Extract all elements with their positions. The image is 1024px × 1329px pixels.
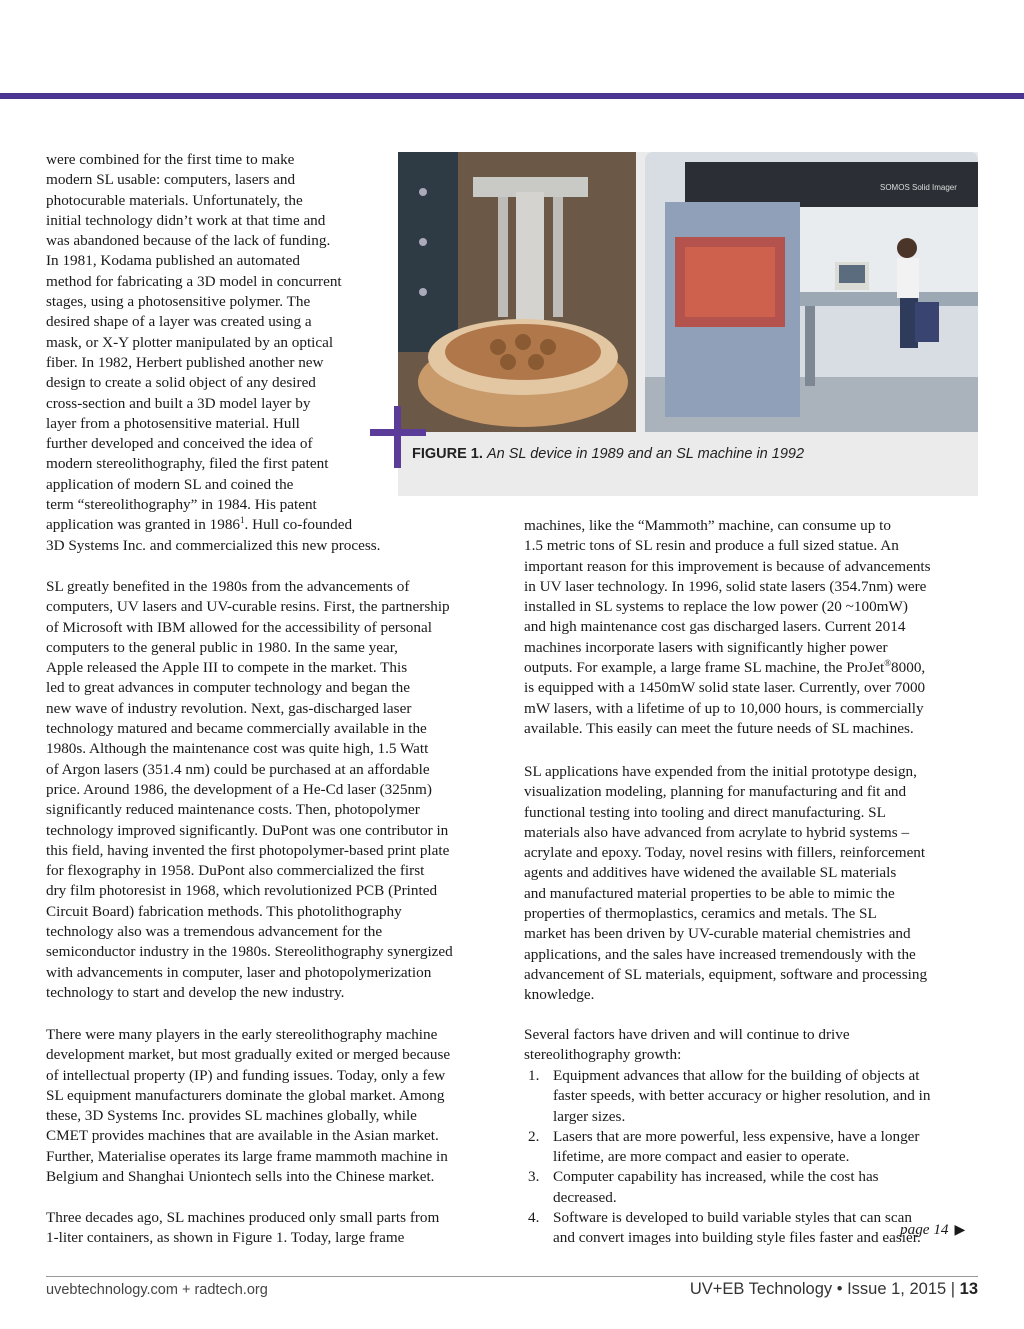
list-item-line: lifetime, are more compact and easier to operate. [553,1148,850,1166]
plus-decoration-horizontal [370,429,426,436]
right-paragraph-1-lines [524,516,931,658]
continued-on-page[interactable] [900,1221,965,1239]
left-paragraph-1-line: desired shape of a layer was created using a [46,313,312,331]
right-paragraph-2-line: acrylate and epoxy. Today, novel resins with fillers, reinforcement [524,844,926,862]
left-paragraph-2-line: technology to start and develop the new industry. [46,983,345,1001]
list-item [524,1127,984,1168]
right-paragraph-2-line: agents and additives have widened the available SL materials [524,864,897,882]
right-paragraph-2-line: market has been driven by UV-curable material chemistries and [524,925,911,943]
page-number: 13 [959,1280,978,1298]
right-paragraph-1 [524,516,931,739]
left-paragraph-3-line: Further, Materialise operates its large frame mammoth machine in [46,1147,448,1165]
right-paragraph-1-line: 1.5 metric tons of SL resin and produce a full sized statue. An [524,537,899,555]
list-item-line: and convert images into building style files faster and easier. [553,1229,921,1247]
sl-machine-1992-photo [645,152,978,432]
left-paragraph-1-line: term “stereolithography” in 1984. His patent [46,496,317,514]
projet-line-text: outputs. For example, a large frame SL machine, the ProJet [524,659,885,677]
left-paragraph-4 [46,1208,439,1249]
continued-link-text[interactable]: page 14 [900,1221,949,1238]
left-paragraph-2-line: dry film photoresist in 1968, which revolutionized PCB (Printed [46,882,438,900]
left-paragraph-2-line: 1980s. Although the maintenance cost was quite high, 1.5 Watt [46,740,429,758]
right-paragraph-1-line: and high maintenance cost gas discharged lasers. Current 2014 [524,618,906,636]
list-item-number: 3. [528,1168,540,1186]
left-paragraph-2-line: this field, having invented the first photopolymer-based print plate [46,841,450,859]
left-paragraph-1 [46,150,380,556]
figure-caption-text: An SL device in 1989 and an SL machine in 1992 [486,446,805,462]
patent-line-tail: . Hull co-founded [244,516,353,534]
list-item [524,1167,984,1208]
left-paragraph-1-line: was abandoned because of the lack of funding. [46,232,331,250]
left-paragraph-2-line: semiconductor industry in the 1980s. Stereolithography synergized [46,943,453,961]
left-paragraph-1-line: application of modern SL and coined the [46,475,294,493]
right-paragraph-1-line: machines incorporate lasers with significantly higher power [524,638,888,656]
right-paragraph-2-line: knowledge. [524,986,595,1004]
plus-decoration-vertical [394,406,401,468]
right-paragraph-2-line: materials also have advanced from acrylate to hybrid systems – [524,823,910,841]
list-item-line: Lasers that are more powerful, less expensive, have a longer [553,1127,920,1145]
list-item-line: Computer capability has increased, while the cost has [553,1168,879,1186]
figure-1-caption [412,446,804,462]
left-paragraph-3-line: There were many players in the early stereolithography machine [46,1026,438,1043]
footer-rule [46,1276,978,1277]
right-paragraph-2-line: and manufactured material properties to be able to mimic the [524,884,895,902]
left-paragraph-3-line: CMET provides machines that are available in the Asian market. [46,1127,439,1145]
left-paragraph-1-line: further developed and conceived the idea of [46,435,313,453]
list-item-line: decreased. [553,1188,617,1206]
left-paragraph-1-line: stages, using a photosensitive polymer. The [46,293,311,311]
footer-websites: uvebtechnology.com + radtech.org [46,1282,268,1298]
list-item-line: Software is developed to build variable styles that can scan [553,1209,912,1227]
right-paragraph-2-line: functional testing into tooling and direct manufacturing. SL [524,803,886,821]
left-paragraph-2-line: significantly reduced maintenance costs. Then, photopolymer [46,801,420,819]
list-item-line: Equipment advances that allow for the building of objects at [553,1067,920,1084]
left-paragraph-2-line: led to great advances in computer technology and began the [46,679,410,697]
projet-line-tail: 8000, [891,659,926,677]
left-paragraph-2-line: Circuit Board) fabrication methods. This photolithography [46,902,402,920]
right-paragraph-1-line: installed in SL systems to replace the low power (20 ~100mW) [524,598,908,616]
left-paragraph-3-line: these, 3D Systems Inc. provides SL machines globally, while [46,1107,417,1125]
list-item-number: 1. [528,1067,540,1084]
list-item-line: faster speeds, with better accuracy or higher resolution, and in [553,1087,931,1105]
right-paragraph-1-line: machines, like the “Mammoth” machine, can consume up to [524,517,891,534]
patent-line-text: application was granted in 1986 [46,516,241,534]
right-paragraph-2-line: visualization modeling, planning for manufacturing and fit and [524,783,907,801]
right-paragraph-1-line: important reason for this improvement is because of advancements [524,557,931,575]
left-paragraph-2-line: computers to the general public in 1980. In the same year, [46,638,398,656]
left-paragraph-1-line: initial technology didn’t work at that time and [46,211,326,229]
left-paragraph-3-line: development market, but most gradually exited or merged because [46,1046,451,1064]
left-paragraph-2-line: of Argon lasers (351.4 nm) could be purchased at an affordable [46,760,430,778]
left-paragraph-1-line: modern stereolithography, filed the first patent [46,455,329,473]
left-paragraph-2-line: technology also was a tremendous advancement for the [46,923,383,941]
header-accent-bar [0,93,1024,99]
left-paragraph-1-line: design to create a solid object of any desired [46,374,316,392]
machine-sign-text: SOMOS Solid Imager [880,183,957,192]
left-paragraph-1-line: were combined for the first time to make [46,151,295,168]
right-paragraph-2-line: SL applications have expended from the initial prototype design, [524,763,917,780]
right-paragraph-2-line: advancement of SL materials, equipment, software and processing [524,965,928,983]
right-paragraph-3-line: Several factors have driven and will continue to drive [524,1026,850,1043]
registered-mark: ® [884,658,892,669]
left-paragraph-2-line: of Microsoft with IBM allowed for the accessibility of personal [46,618,432,636]
left-paragraph-1-line: photocurable materials. Unfortunately, the [46,191,303,209]
left-paragraph-2 [46,577,453,1003]
left-paragraph-1-line: method for fabricating a 3D model in concurrent [46,272,342,290]
left-paragraph-1-line: fiber. In 1982, Herbert published another new [46,353,324,371]
footnote-ref-1: 1 [240,515,245,526]
left-paragraph-2-line: new wave of industry revolution. Next, gas-discharged laser [46,699,412,717]
left-paragraph-3-line: Belgium and Shanghai Uniontech sells into the Chinese market. [46,1168,435,1186]
left-paragraph-2-line: technology matured and became commercially available in the [46,720,427,738]
left-paragraph-3-line: SL equipment manufacturers dominate the global market. Among [46,1086,445,1104]
left-paragraph-4-line: Three decades ago, SL machines produced only small parts from [46,1209,440,1226]
footer-publication [690,1280,978,1299]
footer-issue-text: UV+EB Technology • Issue 1, 2015 | [689,1280,956,1298]
right-paragraph-1-line: available. This easily can meet the future needs of SL machines. [524,719,914,737]
left-paragraph-1-line: modern SL usable: computers, lasers and [46,171,296,189]
left-paragraph-1-line: cross-section and built a 3D model layer by [46,394,311,412]
left-paragraph-1-final-line: 3D Systems Inc. and commercialized this new process. [46,536,381,554]
list-item-line: larger sizes. [553,1107,626,1125]
right-paragraph-1-rest [524,678,931,739]
left-paragraph-1-line: layer from a photosensitive material. Hull [46,414,300,432]
left-paragraph-3 [46,1025,450,1187]
right-paragraph-1-line: is equipped with a 1450mW solid state laser. Currently, over 7000 [524,679,926,697]
left-paragraph-3-line: of intellectual property (IP) and funding issues. Today, only a few [46,1066,446,1084]
right-paragraph-2 [524,762,927,1006]
left-paragraph-2-line: computers, UV lasers and UV-curable resins. First, the partnership [46,598,450,616]
left-paragraph-2-line: with advancements in computer, laser and photopolymerization [46,963,432,981]
right-paragraph-2-line: applications, and the sales have increased tremendously with the [524,945,916,963]
left-paragraph-2-line: Apple released the Apple III to compete in the market. This [46,659,408,677]
left-paragraph-4-line: 1-liter containers, as shown in Figure 1. Today, large frame [46,1229,405,1247]
left-paragraph-2-line: for flexography in 1958. DuPont also commercialized the first [46,862,425,880]
right-paragraph-1-line: mW lasers, with a lifetime of up to 10,000 hours, is commercially [524,699,924,717]
left-paragraph-2-line: SL greatly benefited in the 1980s from the advancements of [46,578,410,595]
left-paragraph-1-patent-line [46,515,380,535]
list-item-number: 2. [528,1127,540,1145]
list-item-number: 4. [528,1209,540,1227]
right-paragraph-1-line: in UV laser technology. In 1996, solid state lasers (354.7nm) were [524,577,927,595]
left-paragraph-1-line: mask, or X-Y plotter manipulated by an optical [46,333,334,351]
left-paragraph-1-lines [46,150,380,515]
left-paragraph-2-line: price. Around 1986, the development of a He-Cd laser (325nm) [46,780,432,798]
list-item [524,1066,984,1127]
right-paragraph-3-line: stereolithography growth: [524,1046,682,1064]
left-paragraph-1-line: In 1981, Kodama published an automated [46,252,300,270]
right-paragraph-3 [524,1025,850,1066]
right-paragraph-2-line: properties of thermoplastics, ceramics and metals. The SL [524,905,877,923]
sl-device-1989-photo [398,152,636,432]
arrow-right-icon: ▶ [954,1223,966,1238]
figure-label: FIGURE 1. [412,446,483,462]
left-paragraph-2-line: technology improved significantly. DuPont was one contributor in [46,821,449,839]
right-paragraph-1-projet-line [524,658,931,678]
